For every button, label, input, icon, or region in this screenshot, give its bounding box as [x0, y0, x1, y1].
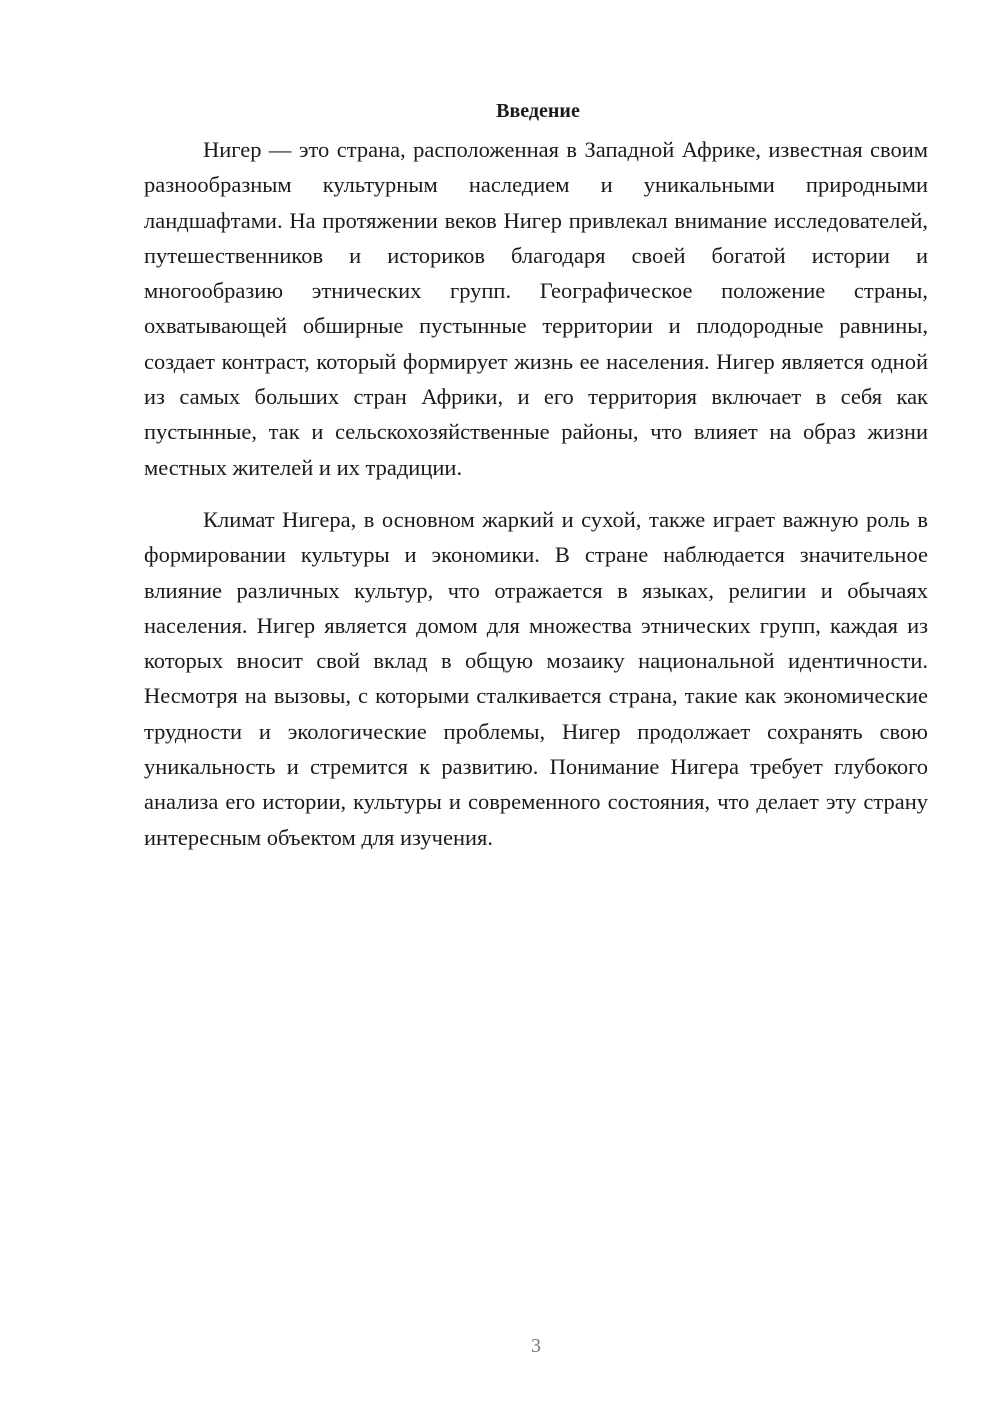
- page-content: [144, 94, 928, 855]
- page-number: 3: [531, 1335, 541, 1357]
- paragraph-1: Нигер — это страна, расположенная в Западной Африке, известная своим разнообразным культурным наследием и уникальными природными ландшафтами. На протяжении веков Нигер привлекал внимание исследователей, путешественников и историков благодаря своей богатой истории и многообразию этнических групп. Географическое положение страны, охватывающей обширные пустынные территории и плодородные равнины, создает контраст, который формирует жизнь ее населения. Нигер является одной из самых больших стран Африки, и его территория включает в себя как пустынные, так и сельскохозяйственные районы, что влияет на образ жизни местных жителей и их традиции.: [144, 137, 928, 480]
- paragraph-2: Климат Нигера, в основном жаркий и сухой, также играет важную роль в формировании культуры и экономики. В стране наблюдается значительное влияние различных культур, что отражается в языках, религии и обычаях населения. Нигер является домом для множества этнических групп, каждая из которых вносит свой вклад в общую мозаику национальной идентичности. Несмотря на вызовы, с которыми сталкивается страна, такие как экономические трудности и экологические проблемы, Нигер продолжает сохранять свою уникальность и стремится к развитию. Понимание Нигера требует глубокого анализа его истории, культуры и современного состояния, что делает эту страну интересным объектом для изучения.: [144, 506, 928, 850]
- section-heading: Введение: [496, 100, 580, 122]
